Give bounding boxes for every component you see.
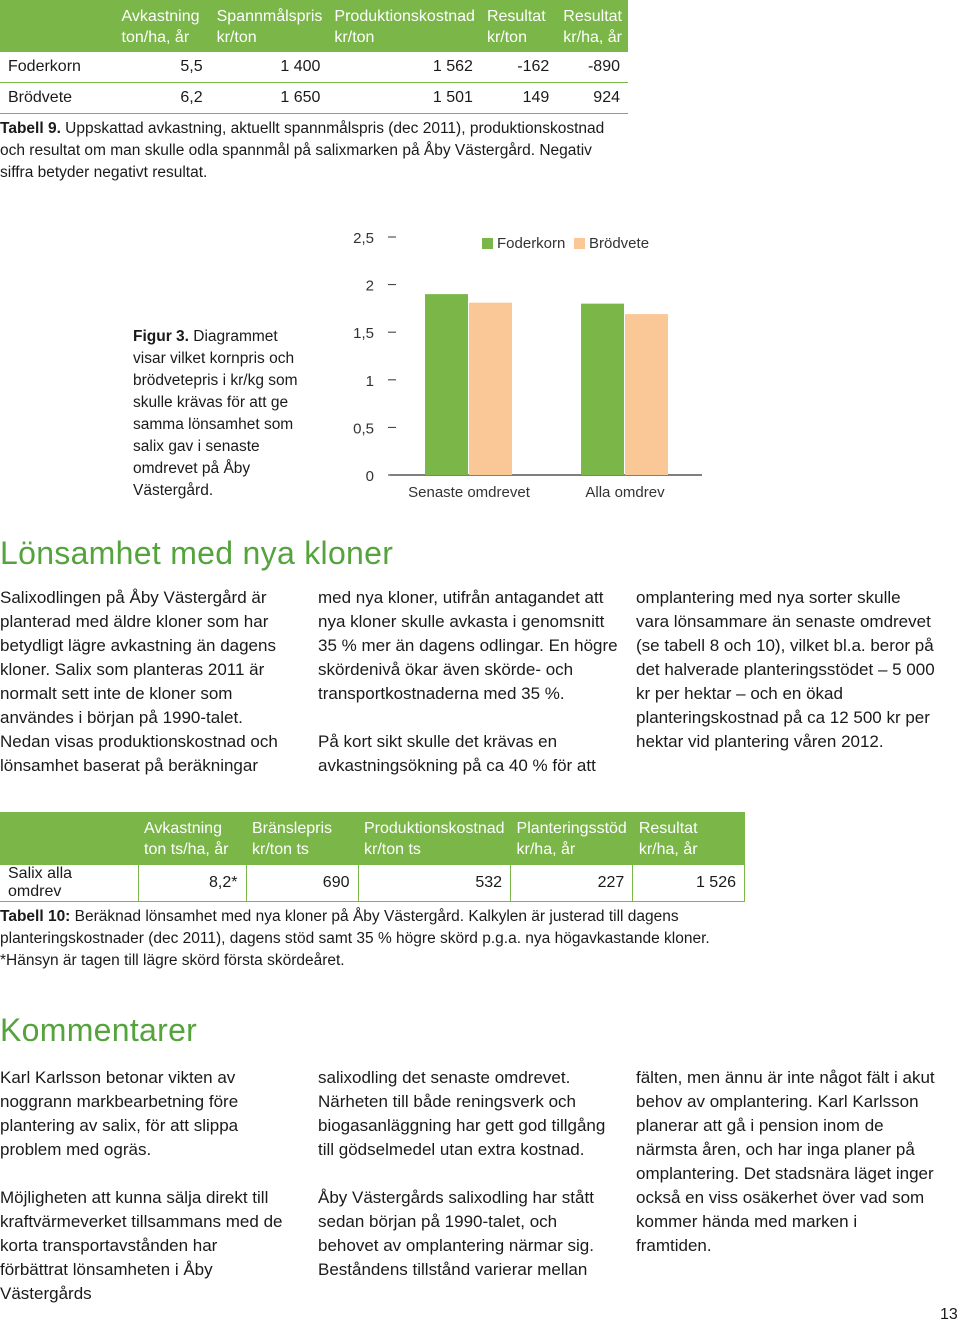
row-label: Salix alla omdrev <box>0 865 138 902</box>
paragraph: med nya kloner, utifrån antagandet att nya kloner skulle avkasta i genomsnitt 35 % mer än dagens odlingar. En högre skördenivå ökar även skörde- och transportkostnaderna med 35 %. <box>318 588 618 703</box>
table-header-cell <box>0 812 138 865</box>
row-label: Brödvete <box>0 83 116 114</box>
paragraph: Karl Karlsson betonar vikten av noggrann markbearbetning före plantering av salix, för att slippa problem med ogräs. <box>0 1068 239 1159</box>
paragraph: omplantering med nya sorter skulle vara lönsammare än senaste omdrevet (se tabell 8 och 10), vilket bl.a. beror på det halverade planteringsstödet – 5 000 kr per hektar – och en ökad planteringskostnad på ca 12 500 kr per hektar vid plantering våren 2012. <box>636 588 935 751</box>
text-column-3 <box>636 586 936 778</box>
table-header-cell: Bränslepris kr/ton ts <box>246 812 358 865</box>
table-10-caption <box>0 906 760 972</box>
table-row <box>0 52 628 83</box>
text-column-1 <box>0 586 290 802</box>
table-9 <box>0 0 628 114</box>
table-9-caption <box>0 118 620 184</box>
caption-text: Uppskattad avkastning, aktuellt spannmålspris (dec 2011), produktionskostnad och resultat om man skulle odla spannmål på salixmarken på Åby Västergård. Negativ siffra betyder negativt resultat. <box>0 120 605 181</box>
table-header-cell: Resultat kr/ha, år <box>557 0 628 52</box>
y-tick-label: 2 <box>365 277 374 295</box>
table-row <box>0 83 628 114</box>
table-cell: -890 <box>557 52 628 83</box>
section-heading: Kommentarer <box>0 1012 198 1048</box>
paragraph: På kort sikt skulle det krävas en avkastningsökning på ca 40 % för att <box>318 732 596 775</box>
bar-foderkorn-2 <box>581 304 624 475</box>
table-cell: 5,5 <box>116 52 211 83</box>
legend-label: Foderkorn <box>497 235 566 252</box>
table-cell: 1 400 <box>211 52 329 83</box>
table-10 <box>0 812 745 902</box>
table-cell: 6,2 <box>116 83 211 114</box>
table-header-cell: Produktionskostnad kr/ton <box>328 0 481 52</box>
caption-text: Beräknad lönsamhet med nya kloner på Åby Västergård. Kalkylen är justerad till dagens planteringskostnader (dec 2011), dagens stöd samt 35 % högre skörd p.g.a. nya högavkastande kloner. *Hänsyn är tagen till lägre skörd första skördeåret. <box>0 908 710 969</box>
caption-label: Figur 3. <box>133 328 189 345</box>
table-cell: 532 <box>358 865 511 902</box>
table-header-cell: Planteringsstöd kr/ha, år <box>511 812 633 865</box>
bar-brödvete-1 <box>469 303 512 475</box>
section-heading: Lönsamhet med nya kloner <box>0 535 394 571</box>
text-column-2 <box>318 586 618 802</box>
y-tick-label: 1,5 <box>353 325 374 343</box>
text-column-3 <box>636 1066 936 1282</box>
text-column-1 <box>0 1066 290 1330</box>
caption-label: Tabell 10: <box>0 908 71 925</box>
paragraph: salixodling det senaste omdrevet. Närheten till både reningsverk och biogasanläggning har gett god tillgång till gödselmedel utan extra kostnad. <box>318 1068 606 1159</box>
bar-chart <box>330 220 720 510</box>
table-cell: 690 <box>246 865 358 902</box>
table-cell: 227 <box>511 865 633 902</box>
y-tick-label: 1 <box>365 372 374 390</box>
row-label: Foderkorn <box>0 52 116 83</box>
table-cell: 1 501 <box>328 83 481 114</box>
table-cell: 1 526 <box>633 865 745 902</box>
paragraph: Salixodlingen på Åby Västergård är planterad med äldre kloner som har betydligt lägre avkastning än dagens kloner. Salix som planteras 2011 är normalt sett inte de kloner som användes i början på 1990-talet. Nedan visas produktionskostnad och lönsamhet baserat på beräkningar <box>0 588 278 775</box>
table-cell: 8,2* <box>138 865 246 902</box>
y-tick-label: 0 <box>365 468 374 485</box>
table-header-cell: Produktionskostnad kr/ton ts <box>358 812 511 865</box>
table-cell: 1 650 <box>211 83 329 114</box>
bar-brödvete-2 <box>625 314 668 475</box>
paragraph: Åby Västergårds salixodling har stått sedan början på 1990-talet, och behovet av omplantering närmar sig. Beståndens tillstånd varierar mellan <box>318 1188 594 1279</box>
table-header-cell: Avkastning ton/ha, år <box>116 0 211 52</box>
bar-foderkorn-1 <box>425 294 468 475</box>
x-category-label: Senaste omdrevet <box>408 484 530 501</box>
legend-swatch <box>482 238 493 249</box>
table-header-cell: Resultat kr/ha, år <box>633 812 745 865</box>
paragraph: fälten, men ännu är inte något fält i akut behov av omplantering. Karl Karlsson planerar att gå i pension inom de närmsta åren, och har inga planer på omplantering. Det stadsnära läget inger också en viss osäkerhet över vad som kommer hända med marken i framtiden. <box>636 1068 935 1255</box>
table-row <box>0 865 745 902</box>
text-column-2 <box>318 1066 618 1306</box>
page-number: 13 <box>940 1306 958 1323</box>
table-cell: 1 562 <box>328 52 481 83</box>
table-cell: 149 <box>481 83 557 114</box>
paragraph: Möjligheten att kunna sälja direkt till kraftvärmeverket tillsammans med de korta transportavstånden har förbättrat lönsamheten i Åby Västergårds <box>0 1188 283 1303</box>
table-header-cell: Spannmålspris kr/ton <box>211 0 329 52</box>
table-header-cell: Avkastning ton ts/ha, år <box>138 812 246 865</box>
table-header-cell <box>0 0 116 52</box>
caption-text: Diagrammet visar vilket kornpris och brödvetepris i kr/kg som skulle krävas för att ge samma lönsamhet som salix gav i senaste omdrevet på Åby Västergård. <box>133 328 298 499</box>
y-tick-label: 2,5 <box>353 230 374 247</box>
caption-label: Tabell 9. <box>0 120 61 137</box>
legend-label: Brödvete <box>589 235 650 252</box>
figure-3-caption <box>133 326 303 502</box>
x-category-label: Alla omdrev <box>585 484 665 501</box>
table-header-row <box>0 812 745 865</box>
legend-swatch <box>574 238 585 249</box>
y-tick-label: 0,5 <box>353 420 374 438</box>
table-header-row <box>0 0 628 52</box>
table-cell: -162 <box>481 52 557 83</box>
table-cell: 924 <box>557 83 628 114</box>
table-header-cell: Resultat kr/ton <box>481 0 557 52</box>
